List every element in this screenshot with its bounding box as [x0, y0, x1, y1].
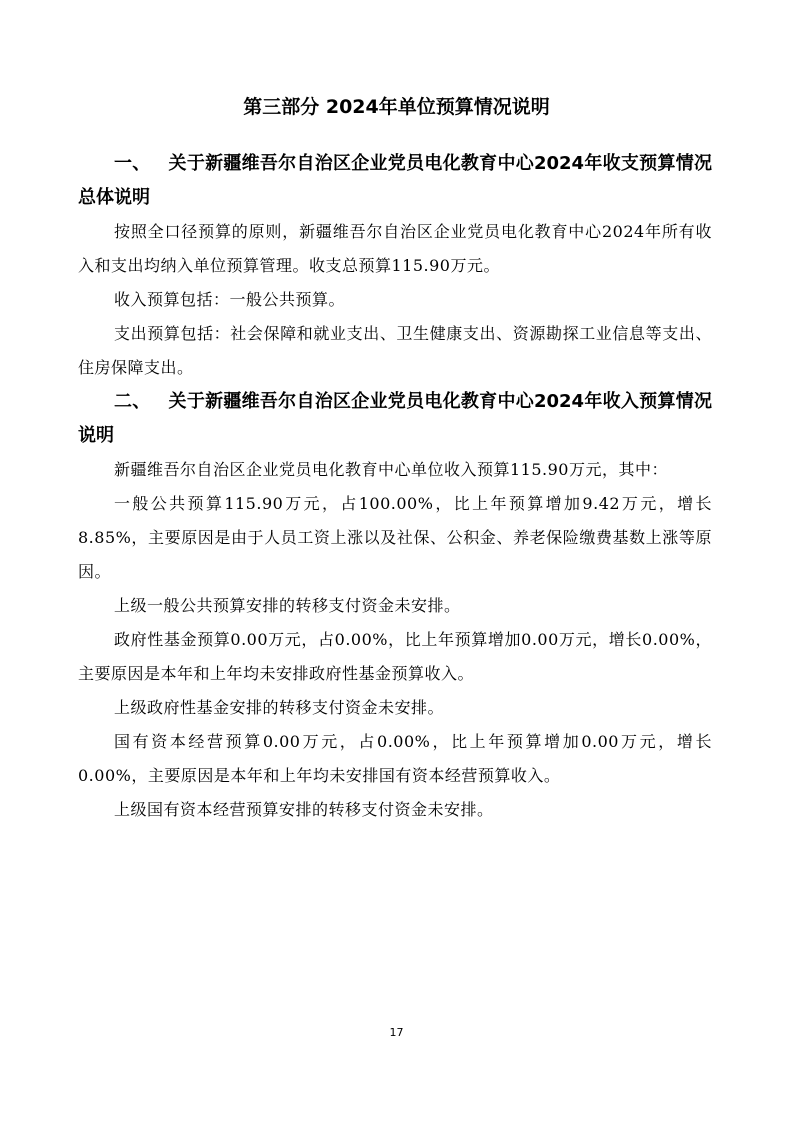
document-body — [78, 147, 712, 827]
paragraph: 上级国有资本经营预算安排的转移支付资金未安排。 — [114, 800, 494, 819]
section-heading-2 — [78, 385, 712, 453]
page-number: 17 — [389, 1026, 404, 1039]
paragraph: 一般公共预算115.90万元，占100.00%，比上年预算增加9.42万元，增长8.85%，主要原因是由于人员工资上涨以及社保、公积金、养老保险缴费基数上涨等原因。 — [78, 494, 712, 581]
page-title: 第三部分 2024年单位预算情况说明 — [243, 96, 550, 118]
paragraph: 支出预算包括：社会保障和就业支出、卫生健康支出、资源勘探工业信息等支出、住房保障支出。 — [78, 324, 712, 377]
section-number-2: 二、 — [114, 391, 151, 412]
paragraph: 上级政府性基金安排的转移支付资金未安排。 — [114, 698, 445, 717]
paragraph: 新疆维吾尔自治区企业党员电化教育中心单位收入预算115.90万元，其中： — [114, 460, 668, 479]
paragraph: 国有资本经营预算0.00万元，占0.00%，比上年预算增加0.00万元，增长0.00%，主要原因是本年和上年均未安排国有资本经营预算收入。 — [78, 732, 712, 785]
section-heading-1 — [78, 147, 712, 215]
section-heading-text-2: 关于新疆维吾尔自治区企业党员电化教育中心2024年收入预算情况说明 — [78, 391, 712, 446]
paragraph: 政府性基金预算0.00万元，占0.00%，比上年预算增加0.00万元，增长0.00%，主要原因是本年和上年均未安排政府性基金预算收入。 — [78, 630, 712, 683]
paragraph: 收入预算包括：一般公共预算。 — [114, 290, 346, 309]
paragraph: 上级一般公共预算安排的转移支付资金未安排。 — [114, 596, 461, 615]
paragraph: 按照全口径预算的原则，新疆维吾尔自治区企业党员电化教育中心2024年所有收入和支出均纳入单位预算管理。收支总预算115.90万元。 — [78, 222, 712, 275]
section-heading-text-1: 关于新疆维吾尔自治区企业党员电化教育中心2024年收支预算情况总体说明 — [78, 153, 712, 208]
section-number-1: 一、 — [114, 153, 151, 174]
